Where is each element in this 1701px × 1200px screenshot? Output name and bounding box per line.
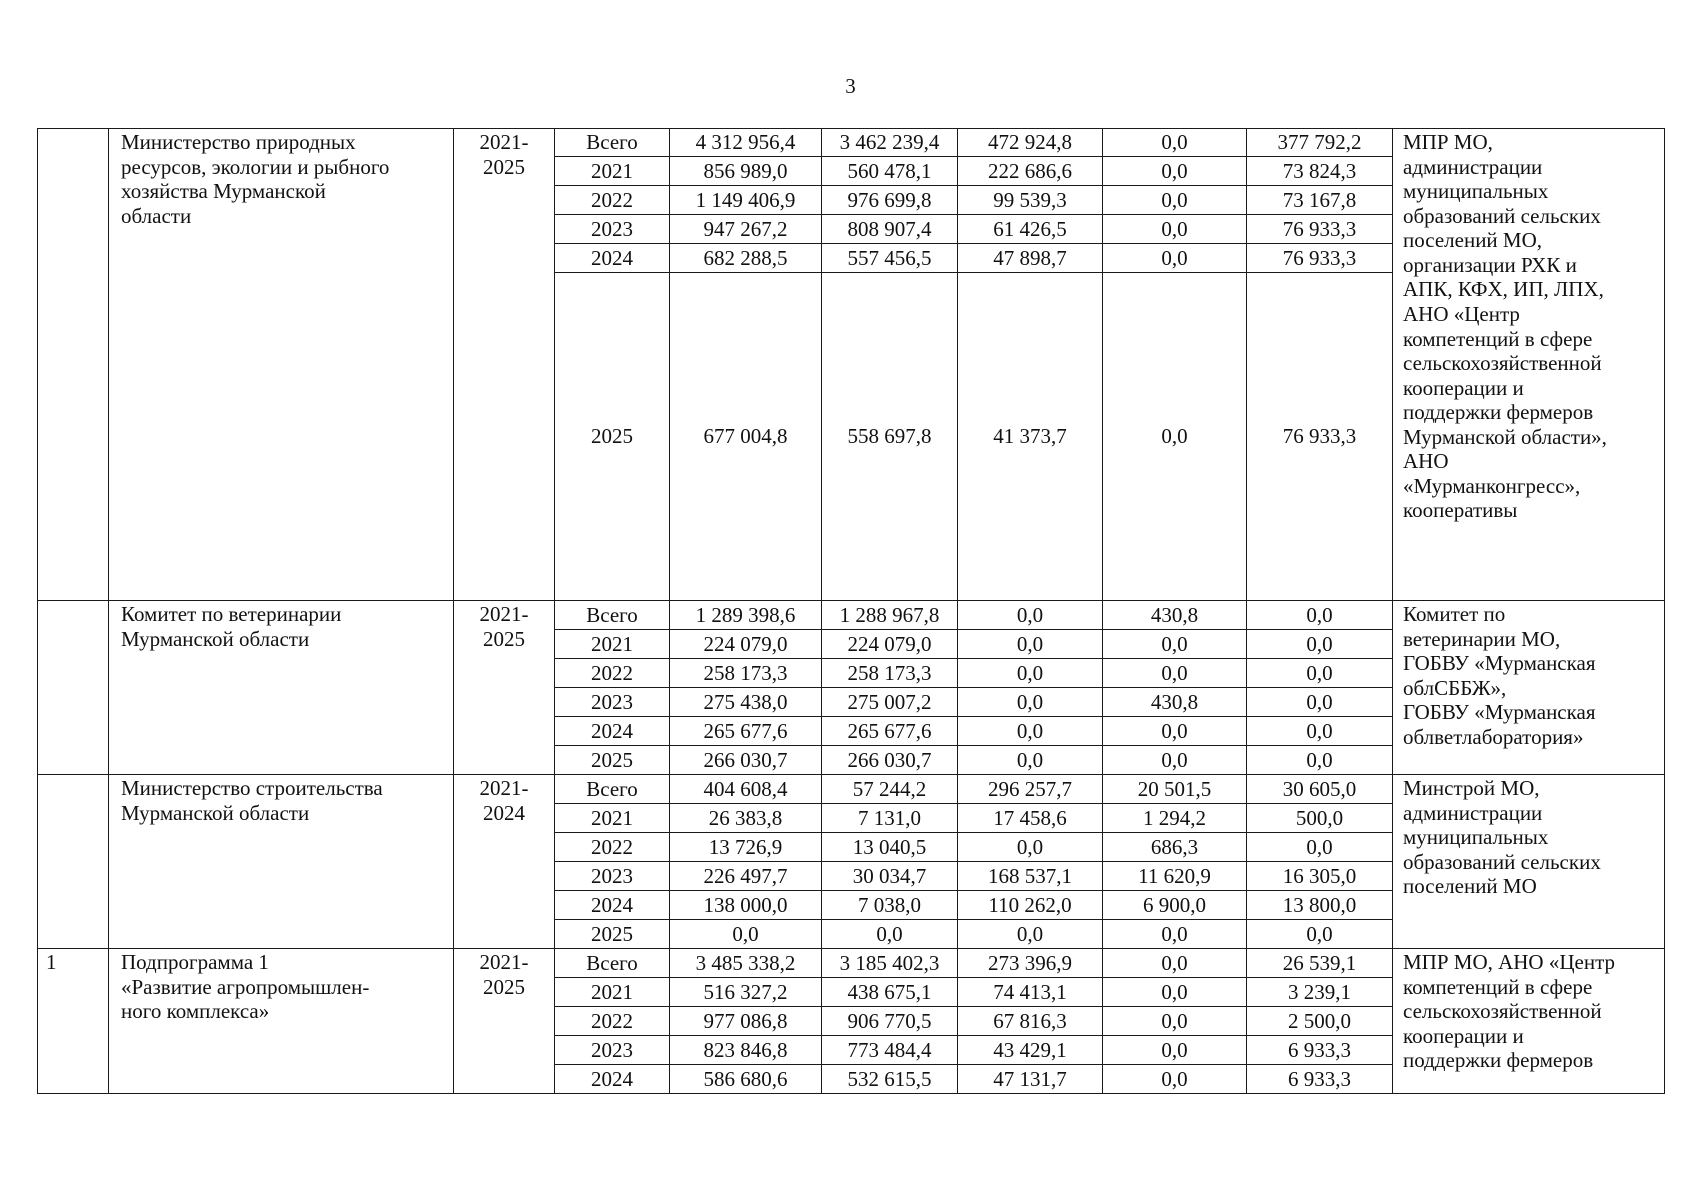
program-name: Комитет по ветеринарии Мурманской области	[121, 602, 342, 651]
amount-cell: 0,0	[1103, 978, 1247, 1007]
amount-cell: 30 034,7	[822, 862, 958, 891]
amount-cell: 224 079,0	[670, 630, 822, 659]
amount-cell: 61 426,5	[958, 215, 1103, 244]
amount-cell: 265 677,6	[670, 717, 822, 746]
amount-cell: 258 173,3	[822, 659, 958, 688]
year-cell: Всего	[555, 129, 670, 157]
executors-cell	[1393, 775, 1665, 949]
amount-cell: 586 680,6	[670, 1065, 822, 1094]
amount-cell: 74 413,1	[958, 978, 1103, 1007]
amount-cell: 430,8	[1103, 601, 1247, 630]
year-cell: 2021	[555, 630, 670, 659]
program-name-cell	[109, 601, 454, 775]
amount-cell: 16 305,0	[1247, 862, 1393, 891]
program-name-cell	[109, 775, 454, 949]
amount-cell: 0,0	[1103, 1036, 1247, 1065]
period: 2021- 2025	[479, 130, 529, 179]
amount-cell: 273 396,9	[958, 949, 1103, 978]
amount-cell: 6 900,0	[1103, 891, 1247, 920]
year-cell: 2021	[555, 157, 670, 186]
amount-cell: 17 458,6	[958, 804, 1103, 833]
amount-cell: 430,8	[1103, 688, 1247, 717]
amount-cell: 976 699,8	[822, 186, 958, 215]
amount-cell: 438 675,1	[822, 978, 958, 1007]
amount-cell: 0,0	[1103, 949, 1247, 978]
amount-cell: 266 030,7	[822, 746, 958, 775]
amount-cell: 773 484,4	[822, 1036, 958, 1065]
amount-cell: 11 620,9	[1103, 862, 1247, 891]
row-index-cell	[38, 601, 109, 775]
amount-cell: 0,0	[958, 659, 1103, 688]
amount-cell: 686,3	[1103, 833, 1247, 862]
year-cell: 2024	[555, 1065, 670, 1094]
amount-cell: 682 288,5	[670, 244, 822, 273]
year-cell: Всего	[555, 775, 670, 804]
amount-cell: 0,0	[1103, 746, 1247, 775]
year-cell: 2022	[555, 833, 670, 862]
year-cell: 2021	[555, 804, 670, 833]
amount-cell: 0,0	[958, 630, 1103, 659]
amount-cell: 168 537,1	[958, 862, 1103, 891]
amount-cell: 20 501,5	[1103, 775, 1247, 804]
page-number: 3	[845, 74, 856, 98]
year-cell: 2025	[555, 746, 670, 775]
amount-cell: 0,0	[1247, 717, 1393, 746]
year-cell: 2023	[555, 215, 670, 244]
amount-cell: 1 288 967,8	[822, 601, 958, 630]
program-name: Министерство строительства Мурманской области	[121, 776, 383, 825]
amount-cell: 500,0	[1247, 804, 1393, 833]
amount-cell: 3 185 402,3	[822, 949, 958, 978]
period-cell	[454, 775, 555, 949]
amount-cell: 808 907,4	[822, 215, 958, 244]
amount-cell: 76 933,3	[1247, 273, 1393, 601]
program-name-cell	[109, 129, 454, 601]
amount-cell: 99 539,3	[958, 186, 1103, 215]
program-name-cell	[109, 949, 454, 1094]
amount-cell: 1 149 406,9	[670, 186, 822, 215]
year-cell: 2022	[555, 659, 670, 688]
amount-cell: 558 697,8	[822, 273, 958, 601]
amount-cell: 0,0	[958, 746, 1103, 775]
amount-cell: 404 608,4	[670, 775, 822, 804]
amount-cell: 823 846,8	[670, 1036, 822, 1065]
period: 2021- 2025	[479, 602, 529, 651]
amount-cell: 977 086,8	[670, 1007, 822, 1036]
amount-cell: 0,0	[1247, 688, 1393, 717]
amount-cell: 275 007,2	[822, 688, 958, 717]
period: 2021- 2025	[479, 950, 529, 999]
amount-cell: 557 456,5	[822, 244, 958, 273]
amount-cell: 275 438,0	[670, 688, 822, 717]
year-cell: 2024	[555, 891, 670, 920]
amount-cell: 73 824,3	[1247, 157, 1393, 186]
amount-cell: 0,0	[1103, 186, 1247, 215]
amount-cell: 138 000,0	[670, 891, 822, 920]
year-cell: 2024	[555, 244, 670, 273]
executors: МПР МО, администрации муниципальных образований сельских поселений МО, организации РХК и АПК, КФХ, ИП, ЛПХ, АНО «Центр компетенций в сфере сельскохозяйственной кооперации и поддержки фермеров Мурманской области», АНО «Мурманконгресс», кооперативы	[1403, 130, 1607, 523]
amount-cell: 1 294,2	[1103, 804, 1247, 833]
amount-cell: 265 677,6	[822, 717, 958, 746]
amount-cell: 222 686,6	[958, 157, 1103, 186]
row-index-cell	[38, 129, 109, 601]
amount-cell: 856 989,0	[670, 157, 822, 186]
year-cell: 2024	[555, 717, 670, 746]
amount-cell: 0,0	[1103, 659, 1247, 688]
amount-cell: 677 004,8	[670, 273, 822, 601]
amount-cell: 43 429,1	[958, 1036, 1103, 1065]
amount-cell: 0,0	[1103, 630, 1247, 659]
amount-cell: 3 462 239,4	[822, 129, 958, 157]
executors: Комитет по ветеринарии МО, ГОБВУ «Мурманская облСББЖ», ГОБВУ «Мурманская облветлаборатория»	[1403, 602, 1596, 749]
executors-cell	[1393, 949, 1665, 1094]
amount-cell: 0,0	[1103, 215, 1247, 244]
year-cell: 2025	[555, 920, 670, 949]
amount-cell: 47 131,7	[958, 1065, 1103, 1094]
year-cell: 2025	[555, 273, 670, 601]
amount-cell: 0,0	[1103, 129, 1247, 157]
amount-cell: 47 898,7	[958, 244, 1103, 273]
amount-cell: 26 539,1	[1247, 949, 1393, 978]
year-cell: 2021	[555, 978, 670, 1007]
period: 2021- 2024	[479, 776, 529, 825]
amount-cell: 0,0	[1103, 920, 1247, 949]
amount-cell: 906 770,5	[822, 1007, 958, 1036]
amount-cell: 224 079,0	[822, 630, 958, 659]
amount-cell: 0,0	[1103, 244, 1247, 273]
amount-cell: 7 038,0	[822, 891, 958, 920]
amount-cell: 13 726,9	[670, 833, 822, 862]
year-cell: 2022	[555, 186, 670, 215]
program-name: Министерство природных ресурсов, экологии и рыбного хозяйства Мурманской области	[121, 130, 390, 228]
executors: МПР МО, АНО «Центр компетенций в сфере сельскохозяйственной кооперации и поддержки фермеров	[1403, 950, 1616, 1073]
amount-cell: 0,0	[1103, 1065, 1247, 1094]
amount-cell: 3 239,1	[1247, 978, 1393, 1007]
amount-cell: 258 173,3	[670, 659, 822, 688]
amount-cell: 73 167,8	[1247, 186, 1393, 215]
amount-cell: 41 373,7	[958, 273, 1103, 601]
amount-cell: 76 933,3	[1247, 215, 1393, 244]
amount-cell: 67 816,3	[958, 1007, 1103, 1036]
amount-cell: 0,0	[1247, 659, 1393, 688]
amount-cell: 0,0	[1103, 717, 1247, 746]
program-name: Подпрограмма 1 «Развитие агропромышлен- ного комплекса»	[121, 950, 370, 1024]
amount-cell: 0,0	[1247, 833, 1393, 862]
amount-cell: 0,0	[1247, 746, 1393, 775]
amount-cell: 472 924,8	[958, 129, 1103, 157]
amount-cell: 0,0	[1247, 920, 1393, 949]
amount-cell: 947 267,2	[670, 215, 822, 244]
executors-cell	[1393, 129, 1665, 601]
amount-cell: 13 040,5	[822, 833, 958, 862]
amount-cell: 2 500,0	[1247, 1007, 1393, 1036]
amount-cell: 6 933,3	[1247, 1065, 1393, 1094]
amount-cell: 296 257,7	[958, 775, 1103, 804]
year-cell: Всего	[555, 601, 670, 630]
budget-table	[37, 128, 1665, 1094]
year-cell: 2023	[555, 1036, 670, 1065]
table-row	[38, 775, 1665, 804]
amount-cell: 532 615,5	[822, 1065, 958, 1094]
amount-cell: 0,0	[958, 717, 1103, 746]
executors-cell	[1393, 601, 1665, 775]
period-cell	[454, 949, 555, 1094]
amount-cell: 0,0	[1247, 630, 1393, 659]
amount-cell: 0,0	[1103, 1007, 1247, 1036]
amount-cell: 6 933,3	[1247, 1036, 1393, 1065]
amount-cell: 76 933,3	[1247, 244, 1393, 273]
year-cell: Всего	[555, 949, 670, 978]
table-row	[38, 949, 1665, 978]
amount-cell: 0,0	[958, 920, 1103, 949]
amount-cell: 26 383,8	[670, 804, 822, 833]
row-index-cell	[38, 775, 109, 949]
amount-cell: 0,0	[822, 920, 958, 949]
amount-cell: 13 800,0	[1247, 891, 1393, 920]
amount-cell: 0,0	[958, 601, 1103, 630]
period-cell	[454, 129, 555, 601]
executors: Минстрой МО, администрации муниципальных образований сельских поселений МО	[1403, 776, 1601, 899]
amount-cell: 0,0	[958, 833, 1103, 862]
year-cell: 2022	[555, 1007, 670, 1036]
amount-cell: 1 289 398,6	[670, 601, 822, 630]
amount-cell: 266 030,7	[670, 746, 822, 775]
year-cell: 2023	[555, 688, 670, 717]
amount-cell: 516 327,2	[670, 978, 822, 1007]
amount-cell: 3 485 338,2	[670, 949, 822, 978]
table-row	[38, 601, 1665, 630]
amount-cell: 30 605,0	[1247, 775, 1393, 804]
amount-cell: 560 478,1	[822, 157, 958, 186]
amount-cell: 0,0	[1247, 601, 1393, 630]
amount-cell: 226 497,7	[670, 862, 822, 891]
amount-cell: 0,0	[1103, 273, 1247, 601]
amount-cell: 7 131,0	[822, 804, 958, 833]
amount-cell: 0,0	[958, 688, 1103, 717]
amount-cell: 4 312 956,4	[670, 129, 822, 157]
year-cell: 2023	[555, 862, 670, 891]
amount-cell: 57 244,2	[822, 775, 958, 804]
amount-cell: 0,0	[1103, 157, 1247, 186]
period-cell	[454, 601, 555, 775]
amount-cell: 0,0	[670, 920, 822, 949]
amount-cell: 110 262,0	[958, 891, 1103, 920]
row-index-cell: 1	[38, 949, 109, 1094]
table-row	[38, 129, 1665, 157]
amount-cell: 377 792,2	[1247, 129, 1393, 157]
